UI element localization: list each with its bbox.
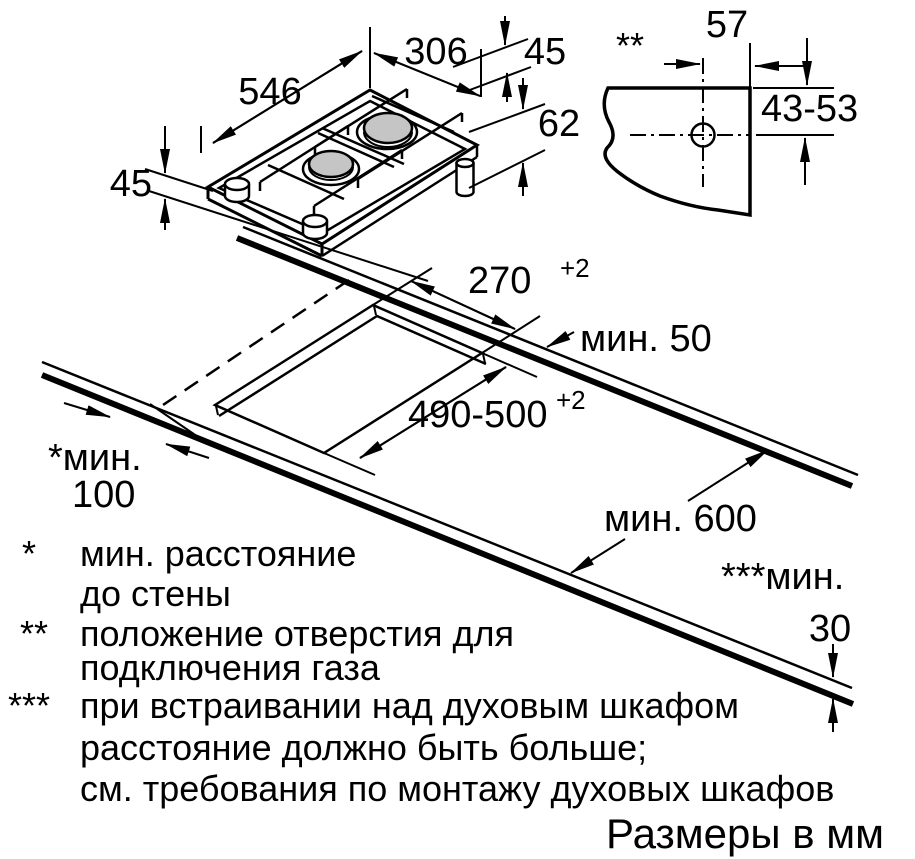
dimension-306 <box>374 31 481 97</box>
dimension-min-600 <box>571 450 768 573</box>
detail-marker: ** <box>616 25 645 66</box>
dim-546-label: 546 <box>238 71 302 113</box>
dim-62-label: 62 <box>537 103 581 145</box>
dimension-57 <box>664 4 807 88</box>
dim-57-label: 57 <box>705 4 749 46</box>
hob-foot <box>457 159 474 196</box>
hob-corner-fragment <box>604 88 750 215</box>
footnote-line: подключения газа <box>80 647 380 688</box>
footnote-gas-hole-position <box>20 613 514 688</box>
min-30-label: ***мин. <box>721 556 845 598</box>
footnote-line: см. требования по монтажу духовых шкафов <box>80 768 835 809</box>
dimension-45-right <box>453 16 566 102</box>
dim-45-right-label: 45 <box>523 31 567 73</box>
units-caption: Размеры в мм <box>606 810 884 857</box>
dim-270-tolerance: +2 <box>560 253 590 283</box>
gas-connection-detail <box>604 4 858 215</box>
footnote-wall-distance <box>22 533 356 614</box>
dimension-min-50 <box>547 318 712 360</box>
control-knob-2 <box>303 215 327 239</box>
min-100-value: 100 <box>72 474 136 516</box>
min-50-label: мин. 50 <box>580 318 712 360</box>
dim-490-500-label: 490-500 <box>408 394 548 436</box>
footnote-line: положение отверстия для <box>80 613 514 654</box>
dim-45-left-label: 45 <box>109 163 152 205</box>
dim-490-500-tolerance: +2 <box>556 385 586 415</box>
min-100-label: *мин. <box>48 437 142 479</box>
min-600-label: мин. 600 <box>604 498 757 540</box>
hob-isometric-view <box>110 16 580 281</box>
footnote-marker: *** <box>8 685 51 726</box>
dim-43-53-label: 43-53 <box>761 88 859 130</box>
footnote-oven-clearance <box>8 685 834 809</box>
footnote-marker: * <box>22 533 37 574</box>
footnote-marker: ** <box>20 613 49 654</box>
dimension-43-53 <box>753 38 858 185</box>
min-30-value: 30 <box>808 608 852 650</box>
dim-306-label: 306 <box>404 31 468 73</box>
dimension-62 <box>469 78 580 196</box>
control-knob-1 <box>225 178 249 202</box>
footnote-line: до стены <box>80 573 231 614</box>
footnote-line: мин. расстояние <box>80 533 357 574</box>
dim-270-label: 270 <box>468 260 532 302</box>
footnote-line: при встраивании над духовым шкафом <box>80 685 739 726</box>
footnote-line: расстояние должно быть больше; <box>80 727 648 768</box>
